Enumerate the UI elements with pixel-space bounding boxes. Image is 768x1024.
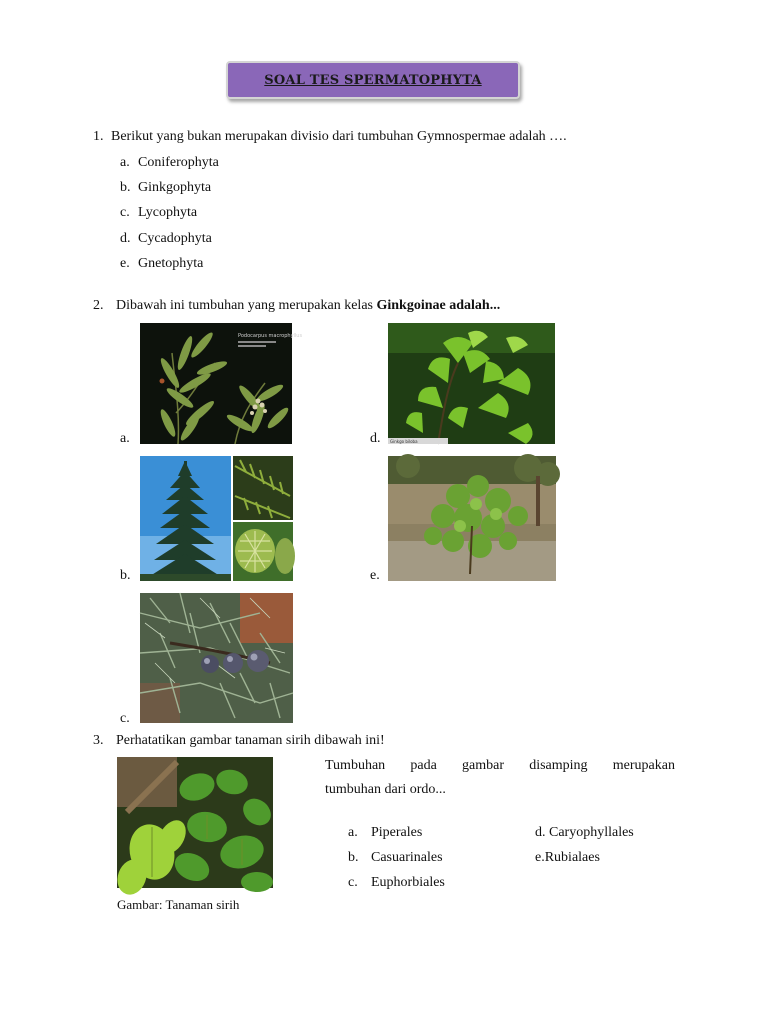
q1-number: 1. — [93, 129, 104, 144]
q2-text-plain: Dibawah ini tumbuhan yang merupakan kelas — [116, 298, 373, 313]
q3-side-text-line2: tumbuhan dari ordo... — [325, 782, 446, 797]
q3-word-1: Tumbuhan — [325, 758, 386, 773]
photo-a-caption: Podocarpus macrophyllus — [238, 333, 303, 339]
photo-sirih — [117, 757, 273, 888]
q3-word-4: disamping — [529, 758, 588, 773]
photo-ginkgo-sapling — [388, 456, 556, 581]
q2-number: 2. — [93, 298, 104, 313]
q2-label-c: c. — [120, 711, 130, 726]
photo-juniper — [140, 593, 293, 723]
q3-option-e: e.Rubialaes — [535, 850, 600, 865]
q3-number: 3. — [93, 733, 104, 748]
sirih-caption: Gambar: Tanaman sirih — [117, 897, 240, 912]
q1-option-c-letter: c. — [120, 205, 130, 220]
title-banner — [226, 61, 520, 99]
q1-option-e: Gnetophyta — [138, 256, 204, 271]
q2-label-d: d. — [370, 431, 381, 446]
q1-option-b-letter: b. — [120, 180, 131, 195]
q1-option-a-letter: a. — [120, 155, 130, 170]
photo-araucaria — [140, 456, 293, 581]
q3-option-c-letter: c. — [348, 875, 358, 890]
photo-ginkgo — [388, 323, 555, 444]
q1-option-d: Cycadophyta — [138, 231, 212, 246]
q2-label-b: b. — [120, 568, 131, 583]
q3-text: Perhatatikan gambar tanaman sirih dibawah ini! — [116, 733, 385, 748]
q3-word-3: gambar — [462, 758, 504, 773]
q2-text-bold: Ginkgoinae adalah... — [376, 298, 501, 313]
q1-option-b: Ginkgophyta — [138, 180, 212, 195]
q3-option-a-letter: a. — [348, 825, 358, 840]
q3-option-d: d. Caryophyllales — [535, 825, 634, 840]
q3-word-2: pada — [410, 758, 437, 773]
q3-side-text-line1 — [325, 757, 675, 775]
q3-option-a: Piperales — [371, 825, 423, 840]
q3-option-c: Euphorbiales — [371, 875, 445, 890]
photo-podocarpus — [140, 323, 303, 444]
q1-text: Berikut yang bukan merupakan divisio dari tumbuhan Gymnospermae adalah …. — [111, 129, 567, 144]
q2-label-a: a. — [120, 431, 130, 446]
q3-option-b: Casuarinales — [371, 850, 443, 865]
q1-option-e-letter: e. — [120, 256, 130, 271]
q1-option-d-letter: d. — [120, 231, 131, 246]
q3-word-5: merupakan — [612, 758, 675, 773]
q3-option-b-letter: b. — [348, 850, 359, 865]
q1-option-a: Coniferophyta — [138, 155, 219, 170]
q2-text — [116, 297, 500, 315]
q2-label-e: e. — [370, 568, 380, 583]
page-title: SOAL TES SPERMATOPHYTA — [264, 72, 482, 88]
photo-d-caption: Ginkgo biloba — [390, 439, 418, 444]
q1-option-c: Lycophyta — [138, 205, 198, 220]
